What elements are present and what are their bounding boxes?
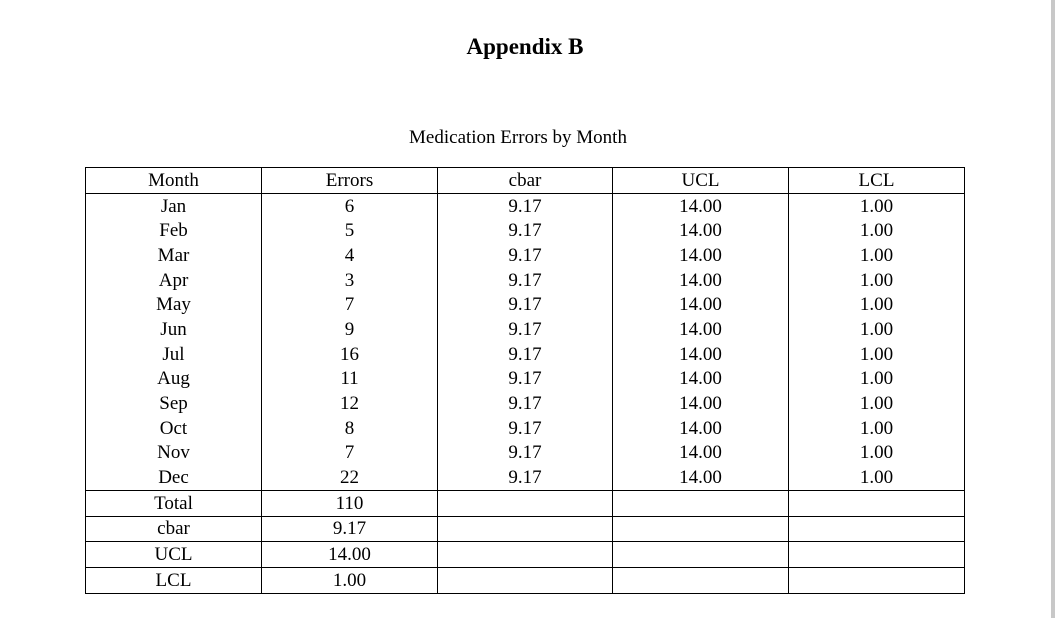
empty-cell [789,516,965,542]
empty-cell [438,516,613,542]
empty-cell [613,516,789,542]
empty-cell [438,490,613,516]
errors-cell: 4 [262,243,438,268]
month-cell: Nov [86,441,262,466]
column-header-errors: Errors [262,168,438,194]
empty-cell [613,490,789,516]
ucl-cell: 14.00 [613,342,789,367]
table-row [86,268,965,293]
errors-cell: 11 [262,367,438,392]
lcl-cell: 1.00 [789,243,965,268]
summary-value: 1.00 [262,568,438,594]
month-cell: Sep [86,391,262,416]
lcl-cell: 1.00 [789,441,965,466]
cbar-cell: 9.17 [438,342,613,367]
summary-row-total [86,490,965,516]
column-header-cbar: cbar [438,168,613,194]
ucl-cell: 14.00 [613,441,789,466]
errors-cell: 8 [262,416,438,441]
table-row [86,342,965,367]
cbar-cell: 9.17 [438,391,613,416]
column-header-month: Month [86,168,262,194]
ucl-cell: 14.00 [613,268,789,293]
empty-cell [789,542,965,568]
table-row [86,292,965,317]
month-cell: Oct [86,416,262,441]
table-row [86,243,965,268]
cbar-cell: 9.17 [438,317,613,342]
table-row [86,218,965,243]
errors-cell: 12 [262,391,438,416]
errors-cell: 7 [262,292,438,317]
cbar-cell: 9.17 [438,243,613,268]
summary-label: LCL [86,568,262,594]
ucl-cell: 14.00 [613,193,789,218]
errors-cell: 5 [262,218,438,243]
table-row [86,416,965,441]
empty-cell [789,490,965,516]
lcl-cell: 1.00 [789,391,965,416]
ucl-cell: 14.00 [613,367,789,392]
cbar-cell: 9.17 [438,465,613,490]
table-row [86,193,965,218]
cbar-cell: 9.17 [438,292,613,317]
summary-value: 9.17 [262,516,438,542]
month-cell: Dec [86,465,262,490]
ucl-cell: 14.00 [613,416,789,441]
table-row [86,391,965,416]
errors-cell: 7 [262,441,438,466]
month-cell: Jul [86,342,262,367]
cbar-cell: 9.17 [438,367,613,392]
summary-value: 14.00 [262,542,438,568]
month-cell: Feb [86,218,262,243]
empty-cell [438,542,613,568]
summary-value: 110 [262,490,438,516]
cbar-cell: 9.17 [438,268,613,293]
cbar-cell: 9.17 [438,441,613,466]
month-cell: Apr [86,268,262,293]
header-row [86,168,965,194]
errors-cell: 16 [262,342,438,367]
empty-cell [613,568,789,594]
lcl-cell: 1.00 [789,416,965,441]
cbar-cell: 9.17 [438,193,613,218]
ucl-cell: 14.00 [613,317,789,342]
summary-row-lcl [86,568,965,594]
month-cell: Aug [86,367,262,392]
lcl-cell: 1.00 [789,292,965,317]
empty-cell [613,542,789,568]
table-row [86,317,965,342]
column-header-lcl: LCL [789,168,965,194]
lcl-cell: 1.00 [789,193,965,218]
summary-label: Total [86,490,262,516]
month-cell: Mar [86,243,262,268]
summary-row-cbar [86,516,965,542]
errors-cell: 6 [262,193,438,218]
ucl-cell: 14.00 [613,243,789,268]
errors-cell: 22 [262,465,438,490]
medication-errors-table [85,167,965,594]
month-cell: May [86,292,262,317]
ucl-cell: 14.00 [613,218,789,243]
ucl-cell: 14.00 [613,391,789,416]
table-title: Medication Errors by Month [409,127,627,148]
column-header-ucl: UCL [613,168,789,194]
lcl-cell: 1.00 [789,268,965,293]
cbar-cell: 9.17 [438,416,613,441]
ucl-cell: 14.00 [613,292,789,317]
empty-cell [438,568,613,594]
errors-cell: 9 [262,317,438,342]
table-row [86,441,965,466]
month-cell: Jan [86,193,262,218]
lcl-cell: 1.00 [789,465,965,490]
page-heading: Appendix B [466,34,584,59]
cbar-cell: 9.17 [438,218,613,243]
empty-cell [789,568,965,594]
summary-label: UCL [86,542,262,568]
lcl-cell: 1.00 [789,367,965,392]
month-cell: Jun [86,317,262,342]
table-row [86,465,965,490]
lcl-cell: 1.00 [789,317,965,342]
ucl-cell: 14.00 [613,465,789,490]
summary-label: cbar [86,516,262,542]
table-row [86,367,965,392]
page-edge [1051,0,1055,618]
summary-row-ucl [86,542,965,568]
lcl-cell: 1.00 [789,342,965,367]
lcl-cell: 1.00 [789,218,965,243]
errors-cell: 3 [262,268,438,293]
